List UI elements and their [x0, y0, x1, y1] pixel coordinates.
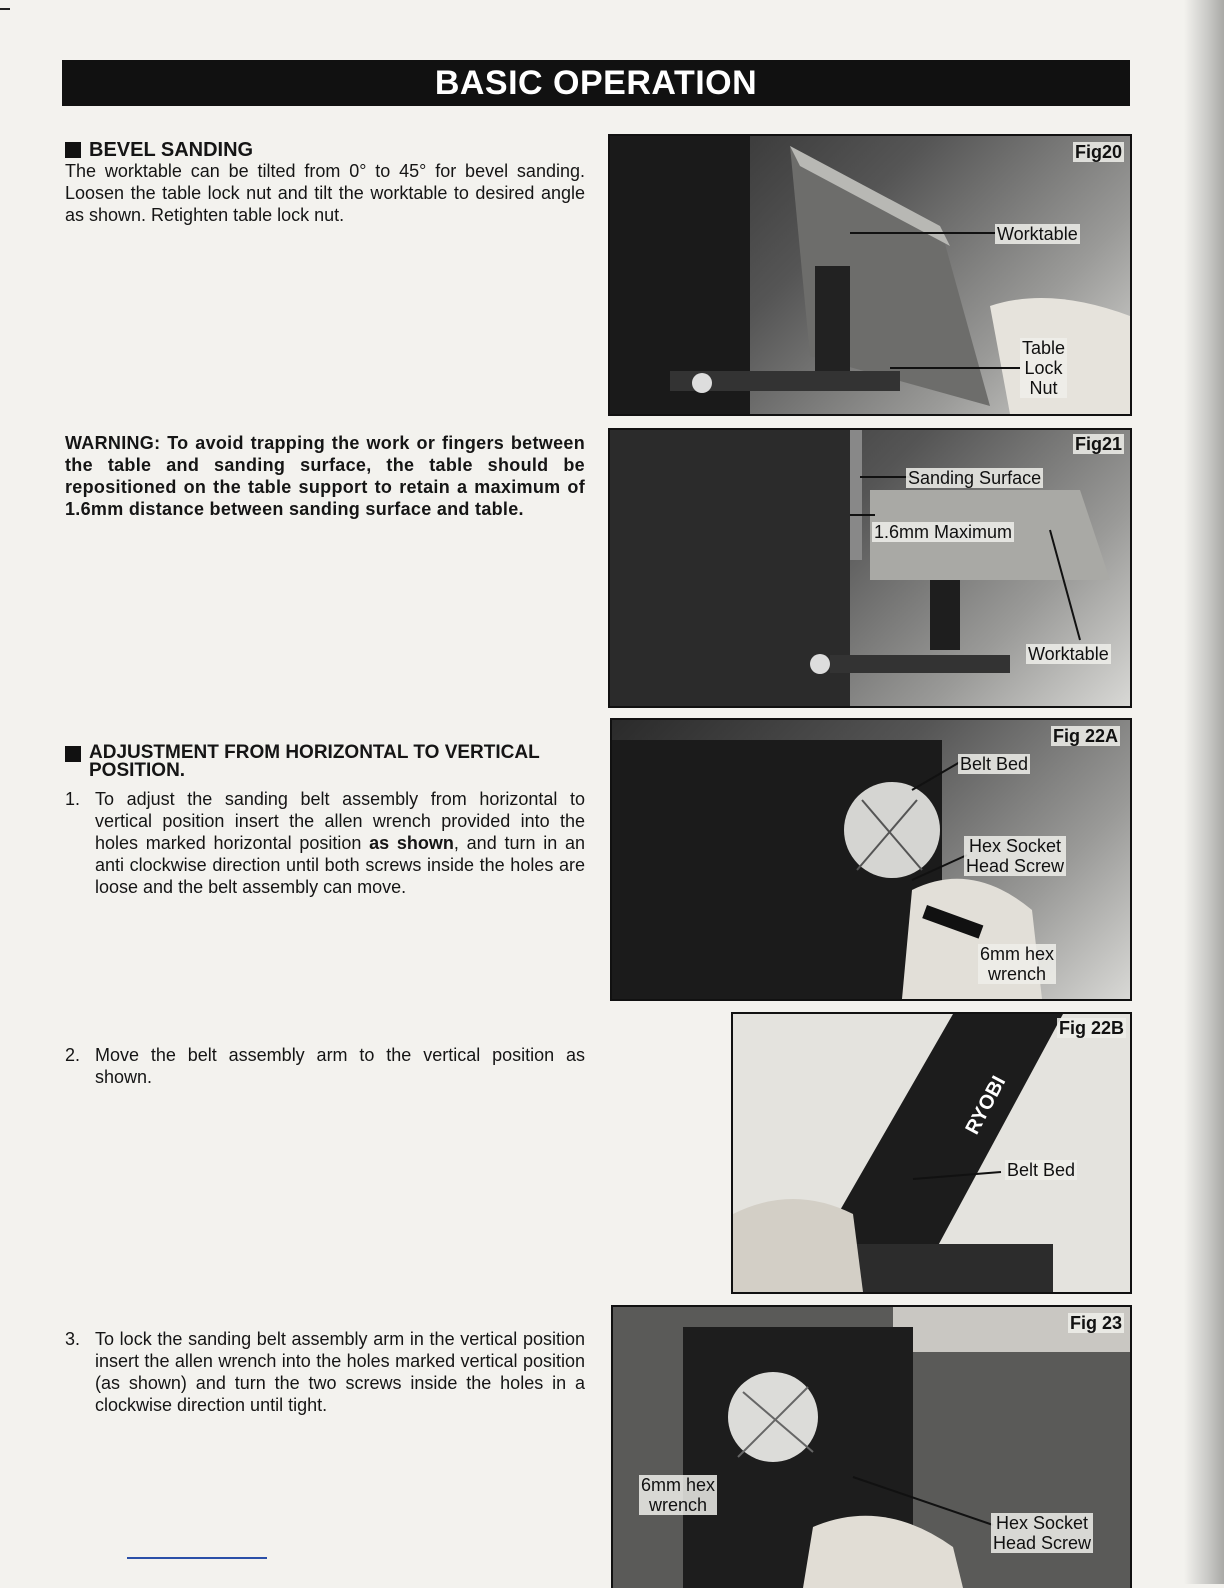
ryobi-logo: RYOBI: [961, 1072, 1011, 1139]
figure-number: Fig20: [1074, 142, 1122, 162]
max-gap-label: 1.6mm Maximum: [874, 522, 1013, 542]
figure-21-photo: [608, 428, 1132, 708]
step-3: 3. To lock the sanding belt assembly arm in the vertical position insert the allen wrench into the holes marked vertical position (as shown) and turn the two screws inside the holes in a clockwise direction until tight.: [65, 1329, 585, 1415]
page-title: BASIC OPERATION: [62, 60, 1130, 106]
page-edge-shadow: [1184, 0, 1224, 1584]
sanding-surface-label: Sanding Surface: [908, 468, 1042, 488]
bevel-section: [65, 140, 585, 226]
worktable-label: Worktable: [1028, 644, 1109, 664]
table-lock-nut-label: Table Lock Nut: [1022, 338, 1066, 398]
figure-number: Fig21: [1074, 434, 1122, 454]
hex-socket-head-screw-label: Hex Socket Head Screw: [993, 1513, 1092, 1553]
sander-photo-illustration: [733, 1014, 1130, 1292]
worktable-label: Worktable: [997, 224, 1078, 244]
figure-22a-photo: [610, 718, 1132, 1001]
step-2: 2. Move the belt assembly arm to the vertical position as shown.: [65, 1045, 585, 1087]
figure-22b-photo: [731, 1012, 1132, 1294]
hex-wrench-label: 6mm hex wrench: [641, 1475, 716, 1515]
adjust-section: [65, 744, 585, 898]
figure-number: Fig 22B: [1058, 1018, 1124, 1038]
scan-edge-mark: [0, 8, 10, 10]
warning-text: WARNING: To avoid trapping the work or fingers between the table and sanding surface, the table should be repositioned on the table support to retain a maximum of 1.6mm distance between sanding surface and table.: [65, 433, 585, 519]
hex-socket-head-screw-label: Hex Socket Head Screw: [966, 836, 1065, 876]
page-edge-line: [127, 1557, 267, 1559]
hex-wrench-label: 6mm hex wrench: [980, 944, 1055, 984]
bullet-square-icon: [65, 746, 81, 762]
bevel-heading: BEVEL SANDING: [65, 140, 585, 160]
adjust-heading: ADJUSTMENT FROM HORIZONTAL TO VERTICAL POSITION.: [65, 744, 585, 780]
bevel-body: The worktable can be tilted from 0° to 45° for bevel sanding. Loosen the table lock nut and tilt the worktable to desired angle as shown. Retighten table lock nut.: [65, 161, 585, 225]
sander-photo-illustration: [610, 430, 1130, 706]
belt-bed-label: Belt Bed: [1007, 1160, 1076, 1180]
figure-number: Fig 22A: [1052, 726, 1118, 746]
figure-20-photo: [608, 134, 1132, 416]
belt-bed-label: Belt Bed: [960, 754, 1029, 774]
figure-23-photo: [611, 1305, 1132, 1588]
step-1: 1. To adjust the sanding belt assembly from horizontal to vertical position insert the allen wrench provided into the holes marked horizontal position as shown, and turn in an anti clockwise direction until both screws inside the holes are loose and the belt assembly can move.: [65, 789, 585, 897]
figure-number: Fig 23: [1069, 1313, 1122, 1333]
bullet-square-icon: [65, 142, 81, 158]
